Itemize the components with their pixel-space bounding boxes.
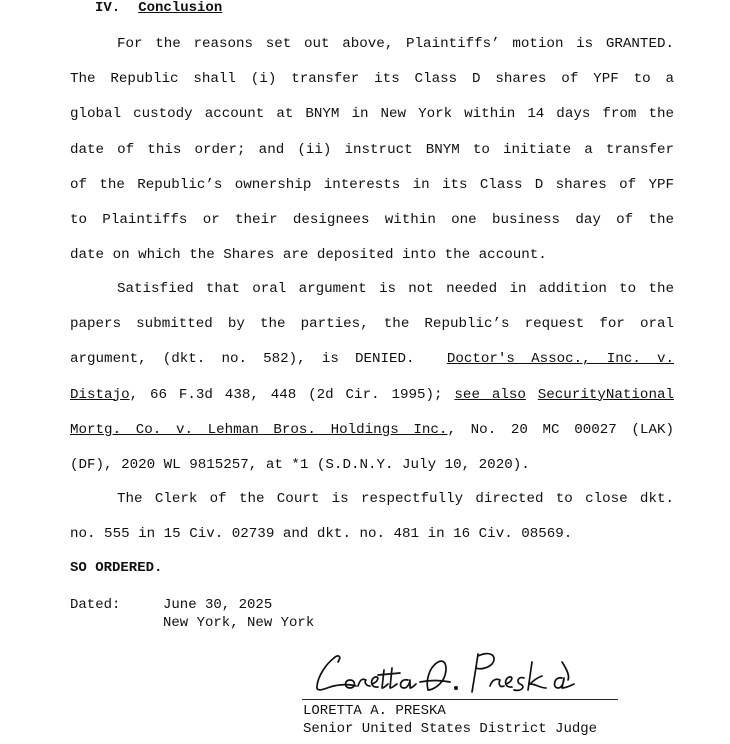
paragraph-line: The Republic shall (i) transfer its Class D shares of YPF to a: [70, 71, 674, 88]
order-place: New York, New York: [163, 615, 315, 631]
section-heading: [95, 0, 222, 16]
paragraph-clerk-direction: [70, 482, 674, 552]
so-ordered: SO ORDERED.: [70, 560, 163, 576]
paragraph-line: papers submitted by the parties, the Republic’s request for oral: [70, 316, 674, 333]
paragraph-line: date of this order; and (ii) instruct BNYM to initiate a transfer: [70, 141, 674, 158]
paragraph-line: to Plaintiffs or their designees within one business day of the: [70, 212, 674, 229]
judge-signature: [300, 642, 620, 700]
denial-text: argument, (dkt. no. 582), is DENIED.: [70, 351, 415, 368]
case-citation-securitynational: SecurityNational: [537, 386, 674, 403]
signer-name: LORETTA A. PRESKA: [303, 703, 446, 719]
signature-text: Loretta A. Preska: [300, 642, 311, 643]
citation-reporter: , 66 F.3d 438, 448 (2d Cir. 1995);: [129, 386, 443, 403]
citation-docket: , No. 20 MC 00027 (LAK): [447, 421, 674, 438]
dated-label: Dated:: [70, 597, 121, 613]
paragraph-line: For the reasons set out above, Plaintiffs’ motion is GRANTED.: [117, 36, 674, 52]
case-citation-mortg: Mortg. Co. v. Lehman Bros. Holdings Inc.: [70, 421, 448, 438]
section-title: Conclusion: [138, 0, 223, 16]
paragraph-line: [70, 342, 674, 377]
section-number: IV.: [95, 0, 121, 16]
case-citation-doctors-assoc: Doctor's Assoc., Inc. v.: [446, 351, 674, 368]
case-citation-distajo: Distajo: [70, 386, 130, 403]
signal-see-also: see also: [454, 386, 526, 403]
paragraph-line: (DF), 2020 WL 9815257, at *1 (S.D.N.Y. July 10, 2020).: [70, 457, 530, 474]
paragraph-line: global custody account at BNYM in New York within 14 days from the: [70, 106, 674, 123]
signer-title: Senior United States District Judge: [303, 721, 598, 737]
paragraph-line: Satisfied that oral argument is not needed in addition to the: [117, 281, 674, 297]
paragraph-line: [70, 378, 674, 413]
paragraph-line: [70, 413, 674, 448]
paragraph-line: no. 555 in 15 Civ. 02739 and dkt. no. 481 in 16 Civ. 08569.: [70, 526, 573, 543]
paragraph-line: The Clerk of the Court is respectfully directed to close dkt.: [117, 491, 674, 507]
paragraph-line: of the Republic’s ownership interests in its Class D shares of YPF: [70, 176, 674, 193]
signature-line: [302, 699, 618, 700]
paragraph-line: date on which the Shares are deposited into the account.: [70, 247, 547, 264]
paragraph-conclusion: [70, 27, 674, 273]
paragraph-oral-argument: [70, 272, 674, 483]
order-date: June 30, 2025: [163, 597, 273, 613]
signer-block: [303, 702, 597, 738]
